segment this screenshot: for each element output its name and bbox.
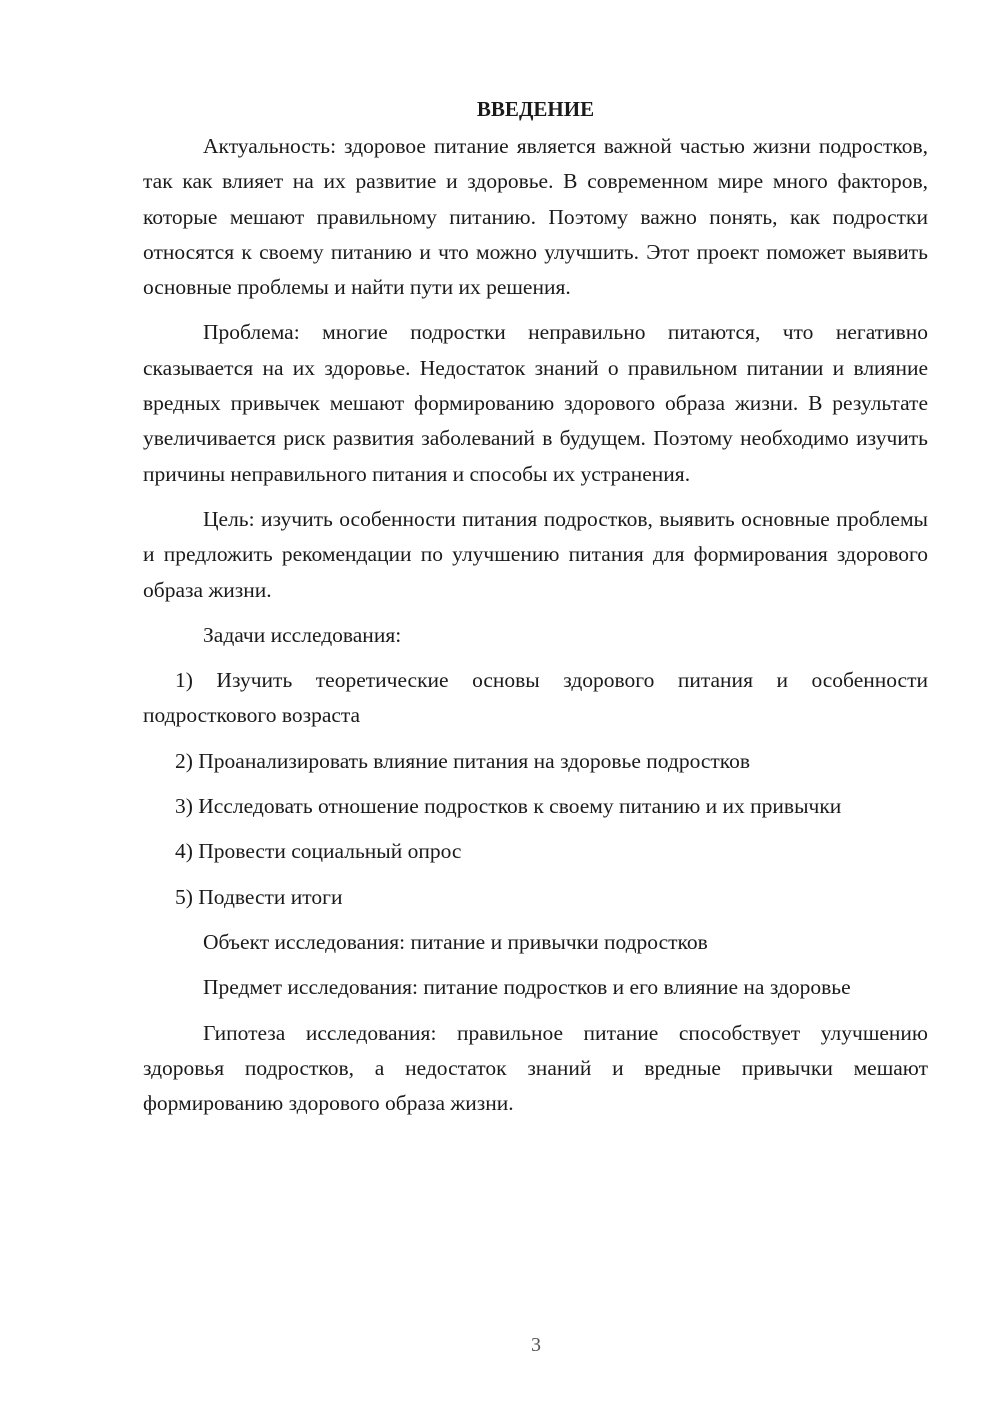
tasks-heading: Задачи исследования:	[203, 622, 402, 647]
task-item-2: 2) Проанализировать влияние питания на здоровье подростков	[175, 748, 751, 773]
task-item-3: 3) Исследовать отношение подростков к своему питанию и их привычки	[175, 794, 842, 819]
relevance-paragraph: Актуальность: здоровое питание является важной частью жизни подростков, так как влияет на их развитие и здоровье. В современном мире много факторов, которые мешают правильному питанию. Поэтому важно понять, как подростки относятся к своему питанию и что можно улучшить. Этот проект поможет выявить основные проблемы и найти пути их решения.	[143, 134, 928, 300]
research-hypothesis: Гипотеза исследования: правильное питание способствует улучшению здоровья подростков, а недостаток знаний и вредные привычки мешают формированию здорового образа жизни.	[143, 1020, 928, 1116]
task-item-4: 4) Провести социальный опрос	[175, 839, 462, 864]
problem-paragraph: Проблема: многие подростки неправильно питаются, что негативно сказывается на их здоровье. Недостаток знаний о правильном питании и влияние вредных привычек мешают формированию здорового образа жизни. В результате увеличивается риск развития заболеваний в будущем. Поэтому необходимо изучить причины неправильного питания и способы их устранения.	[143, 320, 928, 486]
document-page	[143, 92, 928, 1121]
page-number: 3	[531, 1334, 541, 1356]
task-item-5: 5) Подвести итоги	[175, 884, 343, 909]
research-subject: Предмет исследования: питание подростков и его влияние на здоровье	[203, 975, 851, 1000]
research-object: Объект исследования: питание и привычки подростков	[203, 929, 708, 954]
task-item-1: 1) Изучить теоретические основы здорового питания и особенности подросткового возраста	[143, 668, 928, 728]
goal-paragraph: Цель: изучить особенности питания подростков, выявить основные проблемы и предложить рекомендации по улучшению питания для формирования здорового образа жизни.	[143, 506, 928, 602]
page-title: ВВЕДЕНИЕ	[476, 97, 595, 121]
